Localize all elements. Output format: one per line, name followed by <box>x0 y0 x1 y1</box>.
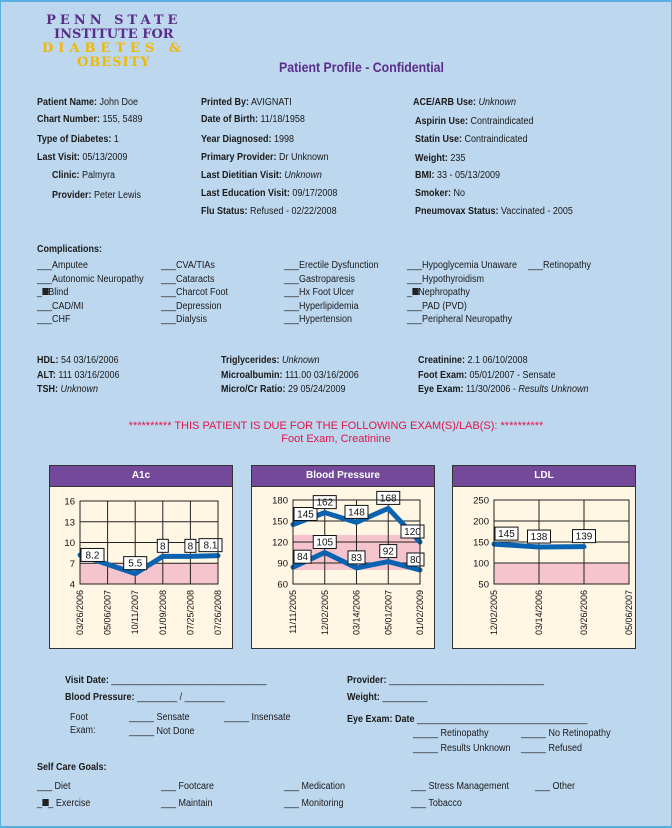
x-tick-label: 01/09/2008 <box>157 590 168 636</box>
field-label: Aspirin Use: <box>415 116 469 127</box>
y-tick-label: 10 <box>64 538 75 549</box>
blank-line: ___ <box>37 314 53 325</box>
blank-line: ___ <box>535 781 553 792</box>
field-value: 1 <box>113 134 119 145</box>
field-label: Printed By: <box>201 97 250 108</box>
patient-field <box>52 190 141 201</box>
field-label: Eye Exam: <box>418 384 464 395</box>
complication-label: Gastroparesis <box>299 273 356 285</box>
data-label <box>495 527 518 540</box>
complication-label: Hyperlipidemia <box>299 300 359 312</box>
y-tick-label: 60 <box>277 579 288 591</box>
blank-line: ___ <box>284 798 302 809</box>
blank-line: ___ <box>161 260 177 271</box>
patient-field <box>201 188 337 199</box>
field-value: 235 <box>450 153 466 164</box>
weight-label: Weight: <box>347 692 380 703</box>
complication-item[interactable] <box>284 314 352 325</box>
data-label-text: 8.1 <box>203 540 218 552</box>
logo-line1: PENN STATE <box>46 13 182 28</box>
goal-label: Monitoring <box>301 798 344 809</box>
lab-field <box>37 370 120 381</box>
field-value: 2.1 06/10/2008 <box>467 355 528 366</box>
patient-field <box>201 134 294 145</box>
patient-field <box>52 170 115 181</box>
blank-line: ___ <box>161 314 177 325</box>
blank-line: ___ <box>161 300 177 312</box>
complication-label: Charcot Foot <box>176 287 229 298</box>
field-label: ALT: <box>37 370 56 381</box>
blank-line: ___ <box>284 314 300 325</box>
data-label <box>401 525 424 538</box>
complication-label: Dialysis <box>176 314 208 325</box>
y-tick-label: 13 <box>64 517 75 529</box>
x-tick-label: 10/11/2007 <box>130 590 141 635</box>
complication-label: CVA/TIAs <box>176 260 215 271</box>
data-label-text: 168 <box>379 493 397 505</box>
provider-blank[interactable]: _______________________________ <box>389 675 545 686</box>
goal-item[interactable] <box>411 781 509 792</box>
complication-label: Hypoglycemia Unaware <box>422 260 518 271</box>
goal-label: Medication <box>301 781 346 792</box>
chart-title: A1c <box>50 466 232 487</box>
complication-item[interactable] <box>407 301 467 312</box>
field-value: 111.00 03/16/2006 <box>285 370 359 381</box>
goal-label: Footcare <box>178 781 215 792</box>
y-tick-label: 4 <box>69 579 75 591</box>
field-value: Contraindicated <box>464 134 528 145</box>
field-label: Last Dietitian Visit: <box>201 170 282 181</box>
goal-label: Other <box>552 781 576 792</box>
field-value: Vaccinated - 2005 <box>501 206 573 217</box>
blank-line: ___ <box>411 798 429 809</box>
field-value: Unknown <box>282 355 320 366</box>
patient-field <box>415 116 534 127</box>
patient-field <box>415 170 500 181</box>
goal-label: Maintain <box>178 798 213 809</box>
data-label <box>81 548 104 561</box>
complication-item[interactable] <box>161 274 215 285</box>
patient-field <box>415 153 465 164</box>
complication-item[interactable] <box>37 314 71 325</box>
data-label-text: 84 <box>296 552 309 564</box>
field-value: No <box>453 188 466 199</box>
field-label: Clinic: <box>52 170 80 181</box>
data-label-text: 145 <box>498 529 515 541</box>
field-label: TSH: <box>37 384 59 395</box>
data-label <box>345 505 368 518</box>
field-label: Year Diagnosed: <box>201 134 272 145</box>
eye-refused-option[interactable]: _____ Refused <box>521 743 583 754</box>
y-tick-label: 200 <box>473 516 489 528</box>
visit-date-blank[interactable]: _______________________________ <box>111 675 267 686</box>
patient-field <box>415 134 528 145</box>
complication-item[interactable] <box>284 301 359 312</box>
foot-sensate-option[interactable]: _____ Sensate <box>129 712 190 723</box>
data-label-text: 92 <box>382 546 394 558</box>
x-tick-label: 05/01/2007 <box>383 590 394 636</box>
foot-not-done-option[interactable]: _____ Not Done <box>129 726 195 737</box>
blank-line: ___ <box>407 260 423 271</box>
visit-date-field[interactable] <box>65 675 267 686</box>
data-label-text: 139 <box>575 531 593 543</box>
complication-item[interactable] <box>284 287 354 298</box>
due-alert-line1: ********** THIS PATIENT IS DUE FOR THE FOLLOWING EXAM(S)/LAB(S): ********** <box>128 420 544 432</box>
field-value: 11/18/1958 <box>260 114 305 125</box>
complication-item[interactable] <box>284 274 355 285</box>
field-value: John Doe <box>99 97 139 108</box>
y-tick-label: 90 <box>277 558 288 570</box>
y-tick-label: 120 <box>272 537 288 549</box>
field-value: 29 05/24/2009 <box>288 384 346 395</box>
due-alert-line2: Foot Exam, Creatinine <box>281 433 391 445</box>
chart-title: Blood Pressure <box>252 466 434 487</box>
data-label <box>380 545 397 558</box>
patient-field <box>415 188 465 199</box>
patient-field <box>201 114 305 125</box>
field-label: Provider: <box>52 190 92 201</box>
blank-line: ___ <box>37 781 55 792</box>
goal-label: Diet <box>54 781 71 792</box>
goal-label: Stress Management <box>428 781 510 792</box>
complication-label: Blind <box>48 287 69 298</box>
patient-field <box>415 206 573 217</box>
field-label: HDL: <box>37 355 59 366</box>
bp-blank[interactable]: ________ / ________ <box>137 692 225 703</box>
patient-field <box>201 206 337 217</box>
field-label: Triglycerides: <box>221 355 280 366</box>
logo-line4: OBESITY <box>76 55 151 70</box>
blank-line: ___ <box>411 781 429 792</box>
data-label <box>199 539 222 552</box>
field-label: Micro/Cr Ratio: <box>221 384 286 395</box>
blank-line: ___ <box>37 260 53 271</box>
lab-field <box>37 384 98 395</box>
field-value: Palmyra <box>82 170 116 181</box>
blank-line: ___ <box>161 781 179 792</box>
complication-label: Autonomic Neuropathy <box>52 273 144 285</box>
logo <box>42 14 186 70</box>
x-tick-label: 03/14/2006 <box>534 590 544 636</box>
field-value: 111 03/16/2006 <box>58 370 120 381</box>
field-value: 09/17/2008 <box>292 188 338 199</box>
x-tick-label: 07/26/2008 <box>213 590 223 636</box>
data-label-text: 83 <box>350 552 363 564</box>
data-label-text: 5.5 <box>128 558 143 570</box>
weight-field[interactable] <box>347 692 427 703</box>
field-value: Unknown <box>478 97 517 108</box>
chart-blood-pressure <box>251 465 435 649</box>
lab-field <box>418 370 556 381</box>
complication-item[interactable] <box>37 301 84 312</box>
x-tick-label: 03/14/2006 <box>351 590 362 636</box>
complication-item[interactable] <box>407 287 470 298</box>
y-tick-label: 50 <box>478 579 489 591</box>
x-tick-label: 12/02/2005 <box>319 590 330 636</box>
field-label: Primary Provider: <box>201 152 277 163</box>
blank-line: ___ <box>161 798 179 809</box>
eye-exam-blank[interactable]: __________________________________ <box>417 714 588 725</box>
data-label <box>377 491 400 504</box>
field-value: Contraindicated <box>470 116 534 127</box>
blank-line: ___ <box>407 273 423 285</box>
complication-label: Retinopathy <box>543 260 592 271</box>
field-label: Last Education Visit: <box>201 188 290 199</box>
eye-exam-field[interactable] <box>347 714 587 725</box>
goal-item[interactable] <box>535 781 575 792</box>
data-label <box>573 530 596 543</box>
field-label: Last Visit: <box>37 152 80 163</box>
blank-line: ___ <box>37 273 53 285</box>
patient-field <box>201 170 322 181</box>
complication-item[interactable] <box>161 301 222 312</box>
field-value: 155, 5489 <box>102 114 143 125</box>
field-value: Dr Unknown <box>279 152 329 163</box>
complication-label: Hypothyroidism <box>422 273 485 285</box>
complication-item[interactable] <box>37 287 68 298</box>
field-label: Weight: <box>415 153 448 164</box>
chart-title: LDL <box>453 466 635 487</box>
field-value: 1998 <box>274 134 295 145</box>
complication-label: Peripheral Neuropathy <box>422 314 513 325</box>
data-label <box>313 496 336 509</box>
goal-item[interactable] <box>37 798 90 809</box>
logo-line2: INSTITUTE FOR <box>53 27 174 42</box>
goal-item[interactable] <box>411 798 462 809</box>
field-value: AVIGNATI <box>251 97 292 108</box>
logo-line3: DIABETES & <box>42 41 186 56</box>
chart-ldl <box>452 465 636 649</box>
field-label: Pneumovax Status: <box>415 206 499 217</box>
complications-heading: Complications: <box>37 244 103 255</box>
data-label-text: 145 <box>297 509 314 521</box>
y-tick-label: 180 <box>272 495 288 507</box>
complication-label: CAD/MI <box>52 300 84 312</box>
data-label-text: 8.2 <box>85 550 100 562</box>
complication-label: PAD (PVD) <box>422 300 467 312</box>
patient-field <box>201 97 292 108</box>
blank-line: ___ <box>284 781 302 792</box>
field-value: 05/01/2007 - Sensate <box>469 370 556 381</box>
data-label <box>407 553 424 566</box>
data-label <box>528 530 551 543</box>
lab-field <box>418 355 528 366</box>
x-tick-label: 03/26/2006 <box>579 590 589 636</box>
target-range-band <box>494 563 629 584</box>
field-label: Date of Birth: <box>201 114 259 125</box>
data-label-text: 138 <box>530 532 548 544</box>
blank-line: ___ <box>161 287 177 298</box>
blank-line: ___ <box>284 287 300 298</box>
blank-line: ___ <box>407 314 423 325</box>
checked-box-icon: _ _ <box>37 798 56 809</box>
field-value: Unknown <box>284 170 322 181</box>
y-tick-label: 16 <box>64 496 75 508</box>
patient-field <box>37 134 119 145</box>
data-label <box>294 550 311 563</box>
data-label-text: 8 <box>187 541 194 553</box>
complication-label: Hx Foot Ulcer <box>299 287 355 298</box>
field-value: Refused - 02/22/2008 <box>250 206 337 217</box>
patient-field <box>37 152 127 163</box>
blank-line: ___ <box>528 260 544 271</box>
field-value: 11/30/2006 - <box>466 384 519 395</box>
goal-item[interactable] <box>161 781 214 792</box>
lab-field <box>221 370 359 381</box>
field-value: Unknown <box>60 384 99 395</box>
goal-item[interactable] <box>161 798 213 809</box>
blank-line: ___ <box>284 260 300 271</box>
x-tick-label: 05/06/2007 <box>102 590 113 636</box>
lab-field <box>221 384 346 395</box>
goal-label: Tobacco <box>428 798 462 809</box>
field-value-suffix: Results Unknown <box>518 384 589 395</box>
provider-label: Provider: <box>347 675 387 686</box>
complication-item[interactable] <box>528 260 591 271</box>
lab-field <box>418 384 588 395</box>
complication-item[interactable] <box>37 260 88 271</box>
complication-label: Erectile Dysfunction <box>299 260 379 271</box>
data-label-text: 8 <box>160 541 166 553</box>
complication-item[interactable] <box>161 314 207 325</box>
x-tick-label: 07/25/2008 <box>185 590 196 636</box>
field-value: 54 03/16/2006 <box>61 355 119 366</box>
complication-item[interactable] <box>407 274 484 285</box>
eye-results-unknown-option[interactable]: _____ Results Unknown <box>413 743 511 754</box>
y-tick-label: 100 <box>473 558 489 570</box>
complication-label: Nephropathy <box>418 287 470 298</box>
field-label: Foot Exam: <box>418 370 468 381</box>
checked-box-icon: _ <box>37 287 48 298</box>
complication-item[interactable] <box>407 260 517 271</box>
complication-label: Amputee <box>52 260 89 271</box>
self-care-heading: Self Care Goals: <box>37 762 107 773</box>
x-tick-label: 05/06/2007 <box>624 590 634 636</box>
complication-label: Hypertension <box>299 314 353 325</box>
field-value: 05/13/2009 <box>82 152 128 163</box>
checked-box-icon: _ <box>407 287 418 298</box>
x-tick-label: 01/02/2009 <box>415 590 425 636</box>
series-line-ldl <box>494 544 584 547</box>
page-title: Patient Profile - Confidential <box>279 59 444 75</box>
goal-item[interactable] <box>37 781 71 792</box>
y-tick-label: 7 <box>69 558 75 570</box>
data-label-text: 148 <box>348 507 365 519</box>
provider-field[interactable] <box>347 675 544 686</box>
data-label <box>294 508 317 521</box>
field-label: Creatinine: <box>418 355 466 366</box>
eye-retinopathy-option[interactable]: _____ Retinopathy <box>413 728 489 739</box>
complication-label: Depression <box>176 300 222 312</box>
data-label-text: 162 <box>316 497 334 509</box>
field-value: 33 - 05/13/2009 <box>437 170 501 181</box>
complication-item[interactable] <box>161 260 215 271</box>
data-label <box>124 557 147 570</box>
data-label-text: 105 <box>316 537 334 549</box>
eye-exam-label: Eye Exam: Date <box>347 714 415 725</box>
x-tick-label: 12/02/2005 <box>489 590 499 636</box>
field-label: Flu Status: <box>201 206 248 217</box>
data-label <box>157 539 168 552</box>
blank-line: ___ <box>37 300 53 312</box>
data-label-text: 120 <box>404 527 421 538</box>
lab-field <box>37 355 119 366</box>
complication-item[interactable] <box>284 260 379 271</box>
field-label: Statin Use: <box>415 134 463 145</box>
y-tick-label: 150 <box>473 537 489 549</box>
patient-field <box>37 97 138 108</box>
blank-line: ___ <box>407 300 423 312</box>
data-label <box>185 539 196 552</box>
foot-exam-label-1: Foot <box>70 712 89 723</box>
x-tick-label: 11/11/2005 <box>288 590 298 634</box>
bp-field[interactable] <box>65 692 225 703</box>
visit-date-label: Visit Date: <box>65 675 109 686</box>
goal-item[interactable] <box>284 798 344 809</box>
goal-label: Exercise <box>55 798 91 809</box>
foot-insensate-option[interactable]: _____ Insensate <box>224 712 291 723</box>
field-label: Smoker: <box>415 188 452 199</box>
patient-field <box>201 152 329 163</box>
field-label: Type of Diabetes: <box>37 134 112 145</box>
foot-exam-label-2: Exam: <box>70 725 96 736</box>
patient-field <box>413 97 516 108</box>
complication-item[interactable] <box>37 274 144 285</box>
complication-item[interactable] <box>407 314 512 325</box>
complication-item[interactable] <box>161 287 228 298</box>
data-label-text: 80 <box>409 555 422 566</box>
bp-label: Blood Pressure: <box>65 692 135 703</box>
eye-no-retinopathy-option[interactable]: _____ No Retinopathy <box>521 728 611 739</box>
field-label: Chart Number: <box>37 114 101 125</box>
complication-label: Cataracts <box>176 273 215 285</box>
goal-item[interactable] <box>284 781 345 792</box>
patient-field <box>37 114 143 125</box>
field-label: ACE/ARB Use: <box>413 97 477 108</box>
blank-line: ___ <box>284 300 300 312</box>
lab-field <box>221 355 320 366</box>
blank-line: ___ <box>284 273 300 285</box>
field-label: Microalbumin: <box>221 370 283 381</box>
data-label <box>313 536 336 549</box>
y-tick-label: 250 <box>473 495 489 507</box>
data-label <box>348 551 365 564</box>
complication-label: CHF <box>52 314 71 325</box>
weight-blank[interactable]: _________ <box>382 692 428 703</box>
field-label: BMI: <box>415 170 435 181</box>
blank-line: ___ <box>161 273 177 285</box>
field-label: Patient Name: <box>37 97 98 108</box>
chart-a1c <box>49 465 233 649</box>
y-tick-label: 150 <box>272 516 288 528</box>
x-tick-label: 03/26/2006 <box>75 590 85 636</box>
field-value: Peter Lewis <box>94 190 142 201</box>
